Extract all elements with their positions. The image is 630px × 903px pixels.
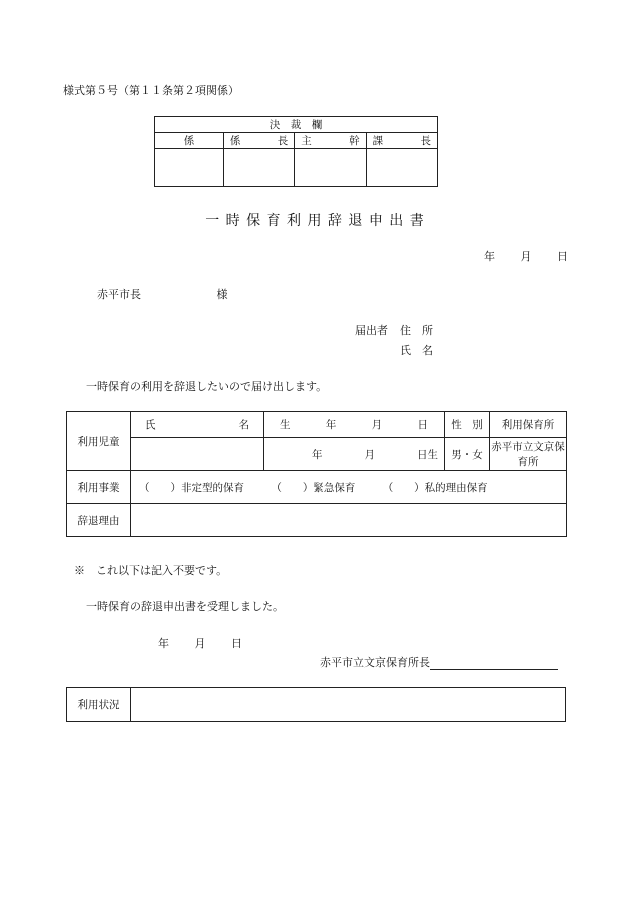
submission-date[interactable]: [484, 248, 568, 264]
receipt-year: 年: [158, 637, 169, 650]
approval-col-4a: 課: [372, 135, 384, 147]
facility-value: 赤平市立文京保育所: [490, 438, 567, 471]
receipt-statement: 一時保育の辞退申出書を受理しました。: [86, 600, 284, 613]
approval-table: [154, 116, 438, 187]
approval-col-2b: 長: [277, 135, 289, 147]
birth-year: 年: [312, 448, 323, 461]
date-day: 日: [557, 250, 568, 263]
receiver: [320, 654, 558, 670]
approval-col-2a: 係: [229, 135, 241, 147]
name-head-2: 名: [238, 419, 249, 431]
option-private[interactable]: （ ）私的理由保育: [382, 481, 488, 494]
birth-month: 月: [364, 448, 375, 461]
addressee-honorific: 様: [216, 288, 228, 301]
status-label: 利用状況: [67, 688, 131, 722]
statement: 一時保育の利用を辞退したいので届け出します。: [86, 380, 328, 393]
approval-col-3a: 主: [301, 135, 312, 147]
service-options: [131, 471, 567, 504]
date-year: 年: [484, 250, 495, 263]
approval-col-3b: 幹: [349, 135, 360, 147]
child-label: 利用児童: [67, 412, 131, 471]
birth-day: 日生: [417, 448, 438, 461]
facility-head: 利用保育所: [490, 412, 567, 438]
birth-head-2: 年: [325, 419, 337, 431]
addressee: [97, 286, 228, 302]
option-irregular[interactable]: （ ）非定型的保育: [139, 481, 244, 494]
receipt-month: 月: [194, 637, 206, 650]
approval-col-4b: 長: [420, 135, 431, 147]
receipt-date[interactable]: [158, 635, 242, 651]
note: ※ これ以下は記入不要です。: [74, 564, 228, 577]
reason-field[interactable]: [131, 504, 567, 537]
service-label: 利用事業: [67, 471, 131, 504]
approval-stamp-4[interactable]: [366, 149, 437, 187]
status-table: [66, 687, 566, 722]
applicant-name[interactable]: 氏 名: [400, 344, 433, 357]
receiver-signature-line[interactable]: [430, 657, 558, 670]
date-month: 月: [520, 250, 532, 263]
status-field[interactable]: [131, 688, 566, 722]
receiver-title: 赤平市立文京保育所長: [320, 656, 430, 669]
gender-head: 性 別: [445, 412, 490, 438]
applicant-address[interactable]: 住 所: [400, 324, 433, 337]
addressee-name: 赤平市長: [97, 288, 141, 301]
gender-value[interactable]: 男・女: [445, 438, 490, 471]
birth-head-3: 月: [371, 419, 383, 431]
option-emergency[interactable]: （ ）緊急保育: [271, 481, 356, 494]
approval-col-1: 係: [183, 135, 195, 147]
document-title: 一 時 保 育 利 用 辞 退 申 出 書: [205, 213, 425, 229]
form-number: 様式第５号（第１１条第２項関係）: [63, 84, 239, 97]
approval-stamp-3[interactable]: [295, 149, 366, 187]
birth-date-field[interactable]: [264, 438, 445, 471]
applicant-label: 届出者: [355, 324, 388, 337]
approval-stamp-1[interactable]: [155, 149, 224, 187]
child-name-field[interactable]: [131, 438, 264, 471]
main-table: [66, 411, 567, 537]
receipt-day: 日: [231, 637, 242, 650]
name-head-1: 氏: [145, 419, 156, 431]
approval-stamp-2[interactable]: [223, 149, 294, 187]
reason-label: 辞退理由: [67, 504, 131, 537]
approval-title: 決 裁 欄: [155, 117, 438, 133]
birth-head-4: 日: [417, 419, 428, 431]
birth-head-1: 生: [280, 419, 291, 431]
